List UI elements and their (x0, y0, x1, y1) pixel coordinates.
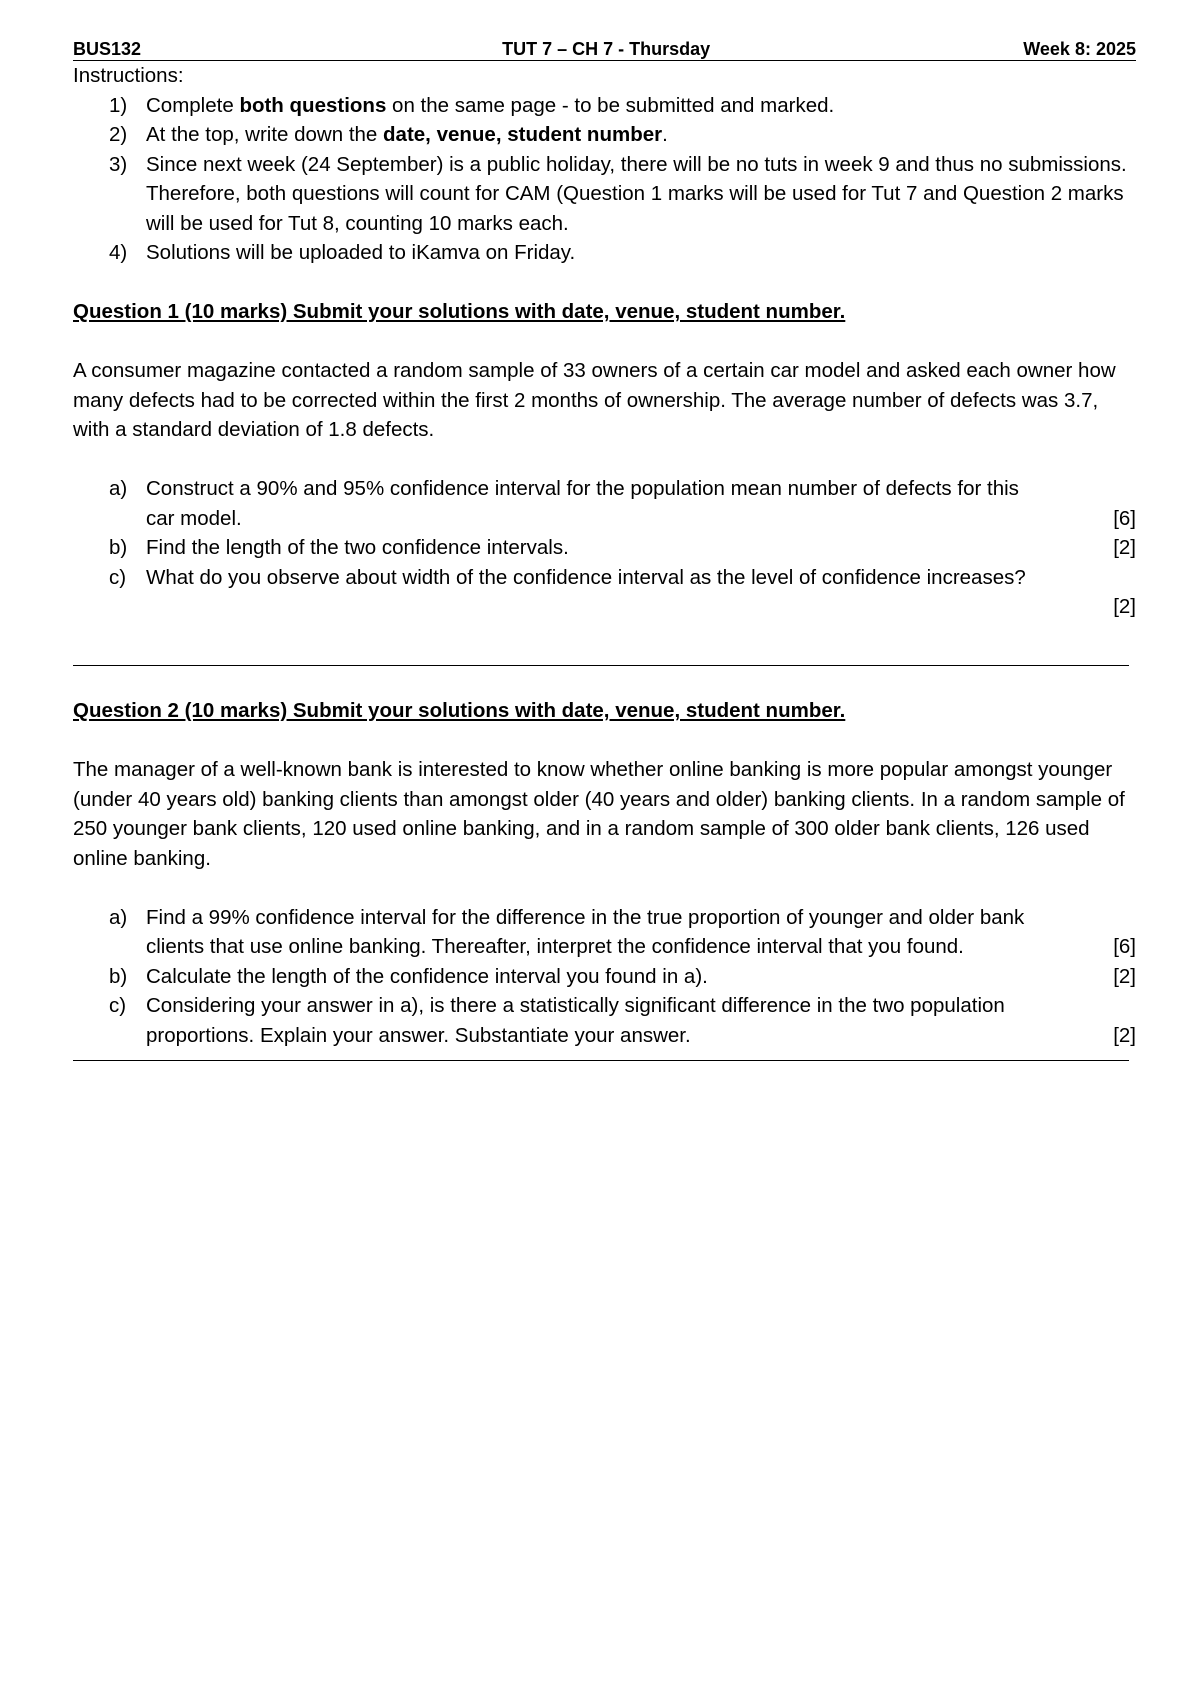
part-marks: [6] (1113, 935, 1136, 958)
instruction-text: At the top, write down the (146, 123, 384, 146)
instruction-bold: both questions (239, 93, 387, 117)
instruction-text: Complete (146, 93, 240, 117)
question-2-body: The manager of a well-known bank is interested to know whether online banking is more popular amongst younger (under 40 years old) banking clients than amongst older (40 years and older) banking clients. In a random sample of 250 younger bank clients, 120 used online banking, and in a random sample of 300 older bank clients, 126 used online banking. (73, 758, 1125, 870)
question-part (73, 533, 1136, 563)
instruction-text: Since next week (24 September) is a public holiday, there will be no tuts in week 9 and thus no submissions. Therefore, both questions will count for CAM (Question 1 marks will be used for Tut 7 and Question 2 marks will be used for Tut 8, counting 10 marks each. (146, 152, 1127, 235)
part-text: Find the length of the two confidence intervals. (146, 536, 569, 559)
part-marks: [2] (1113, 1023, 1136, 1047)
part-text: Find a 99% confidence interval for the difference in the true proportion of younger and older bank (146, 905, 1025, 929)
part-marks: [6] (1113, 506, 1136, 530)
question-part (73, 962, 1136, 992)
question-part (73, 991, 1136, 1050)
part-label: b) (109, 536, 128, 559)
instruction-text-end: on the same page - to be submitted and marked. (386, 93, 835, 117)
header-tutorial-title: TUT 7 – CH 7 - Thursday (502, 39, 711, 59)
part-label: a) (109, 905, 128, 929)
question-2 (73, 696, 1136, 1050)
instruction-item (73, 238, 1136, 268)
section-divider (73, 1060, 1129, 1061)
question-2-heading: Question 2 (10 marks) Submit your solutions with date, venue, student number. (73, 699, 846, 722)
instruction-bold: date, venue, student number (383, 123, 663, 146)
part-text: Considering your answer in a), is there a statistically significant difference in the two population (146, 994, 1005, 1017)
part-marks: [2] (1113, 964, 1136, 988)
part-text: What do you observe about width of the confidence interval as the level of confidence increases? (146, 565, 1026, 589)
question-part (73, 903, 1136, 962)
instruction-item (73, 120, 1136, 150)
header-course-code: BUS132 (73, 39, 142, 59)
part-text-continued: proportions. Explain your answer. Substantiate your answer. (146, 1023, 691, 1047)
instruction-item (73, 150, 1136, 239)
part-text: Construct a 90% and 95% confidence interval for the population mean number of defects for this (146, 477, 1019, 500)
instruction-number: 3) (109, 152, 128, 176)
question-1-heading: Question 1 (10 marks) Submit your solutions with date, venue, student number. (73, 300, 846, 323)
instruction-number: 1) (109, 93, 128, 117)
question-1-body: A consumer magazine contacted a random sample of 33 owners of a certain car model and asked each owner how many defects had to be corrected within the first 2 months of ownership. The average number of defects was 3.7, with a standard deviation of 1.8 defects. (73, 359, 1116, 441)
instruction-text-end: . (662, 123, 668, 146)
question-2-parts (73, 903, 1136, 1051)
header-week: Week 8: 2025 (1023, 39, 1136, 59)
part-label: b) (109, 964, 128, 988)
part-label: c) (109, 994, 127, 1017)
instruction-number: 4) (109, 241, 128, 264)
part-label: a) (109, 477, 128, 500)
instructions-list (73, 91, 1136, 268)
part-marks: [2] (1113, 536, 1136, 559)
part-text-continued: clients that use online banking. Thereafter, interpret the confidence interval that you found. (146, 935, 964, 958)
instruction-item (73, 91, 1136, 121)
question-1-parts (73, 474, 1136, 622)
instruction-text: Solutions will be uploaded to iKamva on Friday. (146, 241, 576, 264)
instructions-title: Instructions: (73, 64, 184, 87)
part-label: c) (109, 565, 127, 589)
part-marks: [2] (1113, 595, 1136, 618)
part-text: Calculate the length of the confidence interval you found in a). (146, 964, 708, 988)
question-part (73, 563, 1136, 622)
part-text-continued: car model. (146, 506, 242, 530)
question-part (73, 474, 1136, 533)
question-1 (73, 297, 1136, 622)
page-header (73, 38, 1136, 61)
instruction-number: 2) (109, 123, 128, 146)
